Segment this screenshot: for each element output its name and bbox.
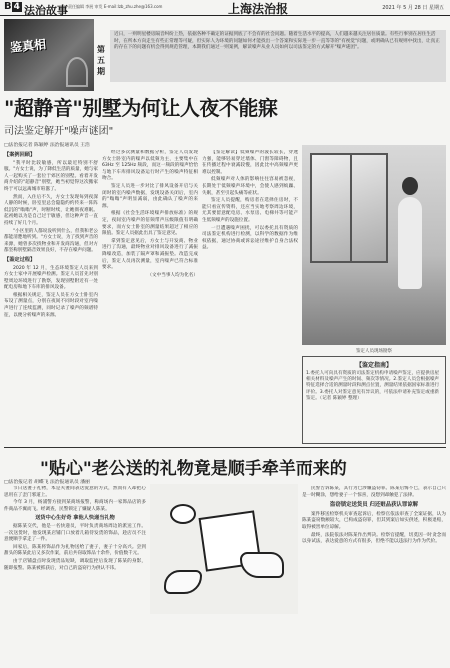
paragraph: 鉴定人员进一步对比了排风设备开启与关闭时的室内噪声数据，发现设备关闭后，室内的"嗡嗡"声明显减弱，由此确认了噪声的来源。 [102,183,198,209]
section-lead: 送货中心生好奇 拿他人快递当礼物 [35,515,115,522]
window-shape [310,153,388,263]
paragraph: 一旦遭遇噪声困扰，可以委托具有资质的司法鉴定机构进行检测，以科学的数据作为维权依据，通过协商或诉讼途径维护自身合法权益。 [202,225,298,251]
article2-column-1 [4,486,146,664]
photo-caption: 鉴定人员现场勘察 [356,349,392,354]
paragraph: 据陈某交代，他是一名快递员，平时负责商场周边的派送工作。一次送货时，他发现某店铺门口放着几箱待发货的饰品，趁店员不注意便顺手拿走了一件。 [4,523,146,543]
paragraph: "小区里的人都说没听到什么，但我和老公都能清楚地听到。"方女士说，为了找到声音的来源，她曾多次找物业和开发商沟通，但对方都坚称别墅隔音效果良好，不存在噪声问题。 [4,228,98,254]
person-body-shape [398,197,422,289]
article-photo [302,145,446,345]
paragraph: 然而，入住后不久，方女士发现每到夜深人静的时候，卧室里总会隐隐约约传来一阵阵低沉的"嗡嗡"声，时断时续，让她彻夜难眠。起初她以为是自己过于敏感，但这种声音一直持续了好几个月。 [4,194,98,226]
column-issue-tag: 第五期 [97,45,105,76]
article2-column-2 [302,486,446,664]
second-byline: □法治报记者 胡蝶飞 法治报通讯员 潘丽 [4,480,90,485]
paragraph: 经过多次测量和数据分析，鉴定人员发现方女士卧室内的噪声以低频为主，主要集中在 63Hz 至 125Hz 频段，而这一频段的噪声恰恰与地下车库排风设备运行时产生的噪声特征相吻合。 [102,150,198,182]
paragraph: 今年 3 月，杨浦警方接到某商场报警，称商场内一家饰品店的多件商品不翼而飞。经调查，民警锁定了嫌疑人陈某。 [4,500,146,512]
section-title: 法治故事 [24,4,68,17]
paragraph: 鉴定人员提醒，购房者在选择住房时，不能只看宣传资料，还应当实地考察周边环境，尤其要留意配电房、水泵房、电梯井等可能产生低频噪声的设施位置。 [202,198,298,223]
paragraph: "我平时比较敏感，所以最近特别不舒服。"方女士说，为了降低生活的质量，她与家人一起购买了一套位于郊区的别墅。看着开发商介绍的"超静音"别墅，她当初觉得这次搬家终于可以远离城市喧嚣了。 [4,160,98,192]
article-signoff: （文中当事人均为化名） [147,272,198,278]
section-divider [4,447,446,448]
main-headline: "超静音"别墅为何让人夜不能寐 [4,96,278,120]
paragraph: 低频噪声对人体的影响往往容易被忽视，长期处于低频噪声环境中，会使人感到烦躁、失眠，甚至引起头痛等症状。 [202,177,298,196]
hand-icon [240,552,284,578]
sidebar-title: 【鉴定指南】 [355,362,392,369]
paragraph: 拿到鉴定意见后，方女士与开发商、物业进行了沟通，最终物业对排风设备进行了减振降噪改造，加装了隔声罩和减振垫。改造完成后，鉴定人员再次测量，室内噪声已符合标准要求。 [102,238,198,271]
paragraph: 案件移送检察机关审查起诉后，检察官依法审查了全案证据，认为陈某盗窃数额较大，已构成盗窃罪，但其到案后如实供述，积极退赔，取得被害单位谅解。 [302,511,446,530]
editor-line: 责任编辑 李展 审发 E-mail:lzb_zhu.zhe@163.com [68,4,163,9]
paragraph: 节日送妻子礼物，本是夫妻间表达爱意的方式，然而有人却把心思用在了歪门邪道上。 [4,486,146,498]
masthead [0,0,450,16]
page-number-badge: 4 [13,2,20,12]
paragraph: 根据《社会生活环境噪声排放标准》的规定，夜间室内噪声的倍频带声压级限值有明确要求，而方女士卧室的测量结果超过了相应的限值。鉴定人员据此出具了鉴定意见。 [102,211,198,237]
article-column-2 [102,150,198,444]
person-head-shape [402,177,418,195]
page-number: B 4 [4,1,20,12]
column-hero-image [4,19,94,91]
paragraph: 根据相关规定，鉴定人员在方女士卧室内布设了测量点，分别在夜间不同时段对室内噪声进行了连续监测，同时记录了噪声的频谱特征，以便分析噪声的来源。 [4,292,98,318]
paragraph: 2020 年 12 月，生态环境鉴定人员来到方女士家中开展噪声检测。鉴定人员首先对别墅周边环境进行了勘察，发现别墅附近有一处配电房和地下车库的排风设备。 [4,265,98,291]
column-hero-label: 鉴真相 [9,37,47,55]
section-lead: 【鉴定过程】 [4,256,36,263]
issue-date: 2021 年 5 月 28 日 星期五 [382,5,444,11]
section-subhead: 盗窃锁定送货员 归还赃品获认罪谅解 [329,502,419,509]
gift-illustration [150,484,298,614]
paragraph: 由于店铺盘点时发现货品短缺，调取监控后发现了陈某的身影，随即报警。陈某被抓获后，对自己的盗窃行为供认不讳。 [4,558,146,571]
paragraph: 民警告诉陈某，其行为已涉嫌盗窃罪。陈某后悔不已，表示自己只是一时糊涂，想给妻子一个惊喜，没想到却触犯了法律。 [302,486,446,498]
scale-icon [66,57,88,87]
article-column-1 [4,150,98,444]
sidebar-body: 1.委托人可向具有资质的司法鉴定机构申请噪声鉴定，应提供房屋相关材料及噪声产生的时间、频次等情况。2.鉴定人员会根据噪声特征选择合适的测量时段和测点位置，测量结果依据国家标准进行评价。3.委托人对鉴定意见有异议的，可依法申请补充鉴定或重新鉴定。（记者 陈颖婷 整理） [306,371,440,401]
guide-sidebar [302,356,446,444]
paragraph: 回家后，陈某将饰品作为礼物送给了妻子，妻子十分高兴。尝到甜头的陈某此后又多次作案，前后共窃取饰品十余件，价值数千元。 [4,544,146,557]
paragraph: 【鉴定解读】低频噪声的波长较长，穿透力强，能够轻易穿过墙体、门窗等障碍物，且在传播过程中衰减较慢，因此比中高频噪声更难以控制。 [202,150,298,175]
intro-box: 近日，一则明星楼房隔音纠纷上热，依据各种不确定的证据到底了不会有的社会问题。随着生活水平的提高，人们越来越关注居住质量。有些行事别在居住生活时，在所本方向走生有些正常理等可疑，但实际人为环境的问题如何才能找出一个答案和实际进一步一直等等的"有视觉"问题，或明确从已有规则中找出，让真正的存在下的问题有机会得到规范管理，本期我们通过一则案例，解读噪声从业人员如何以司法鉴定的方式解开"噪声谜团"。 [110,30,446,82]
hand-icon [164,570,202,594]
paragraph: 最终，法院依法对陈某作出判决。检察官提醒，切莫因一时贪念而以身试法，表达爱意的方式有很多，但绝不能以违法行为作为代价。 [302,532,446,545]
article-column-3 [202,150,298,444]
main-subhead: 司法鉴定解开"噪声谜团" [4,126,114,137]
main-byline: □法治报记者 陈颖婷 法治报通讯员 王浩 [4,143,90,148]
section-lead: 【案例回顾】 [4,152,36,158]
second-headline: "贴心"老公送的礼物竟是顺手牵羊而来的 [40,459,347,479]
sheep-icon [170,504,196,524]
newspaper-brand: 上海法治报 [228,2,289,16]
